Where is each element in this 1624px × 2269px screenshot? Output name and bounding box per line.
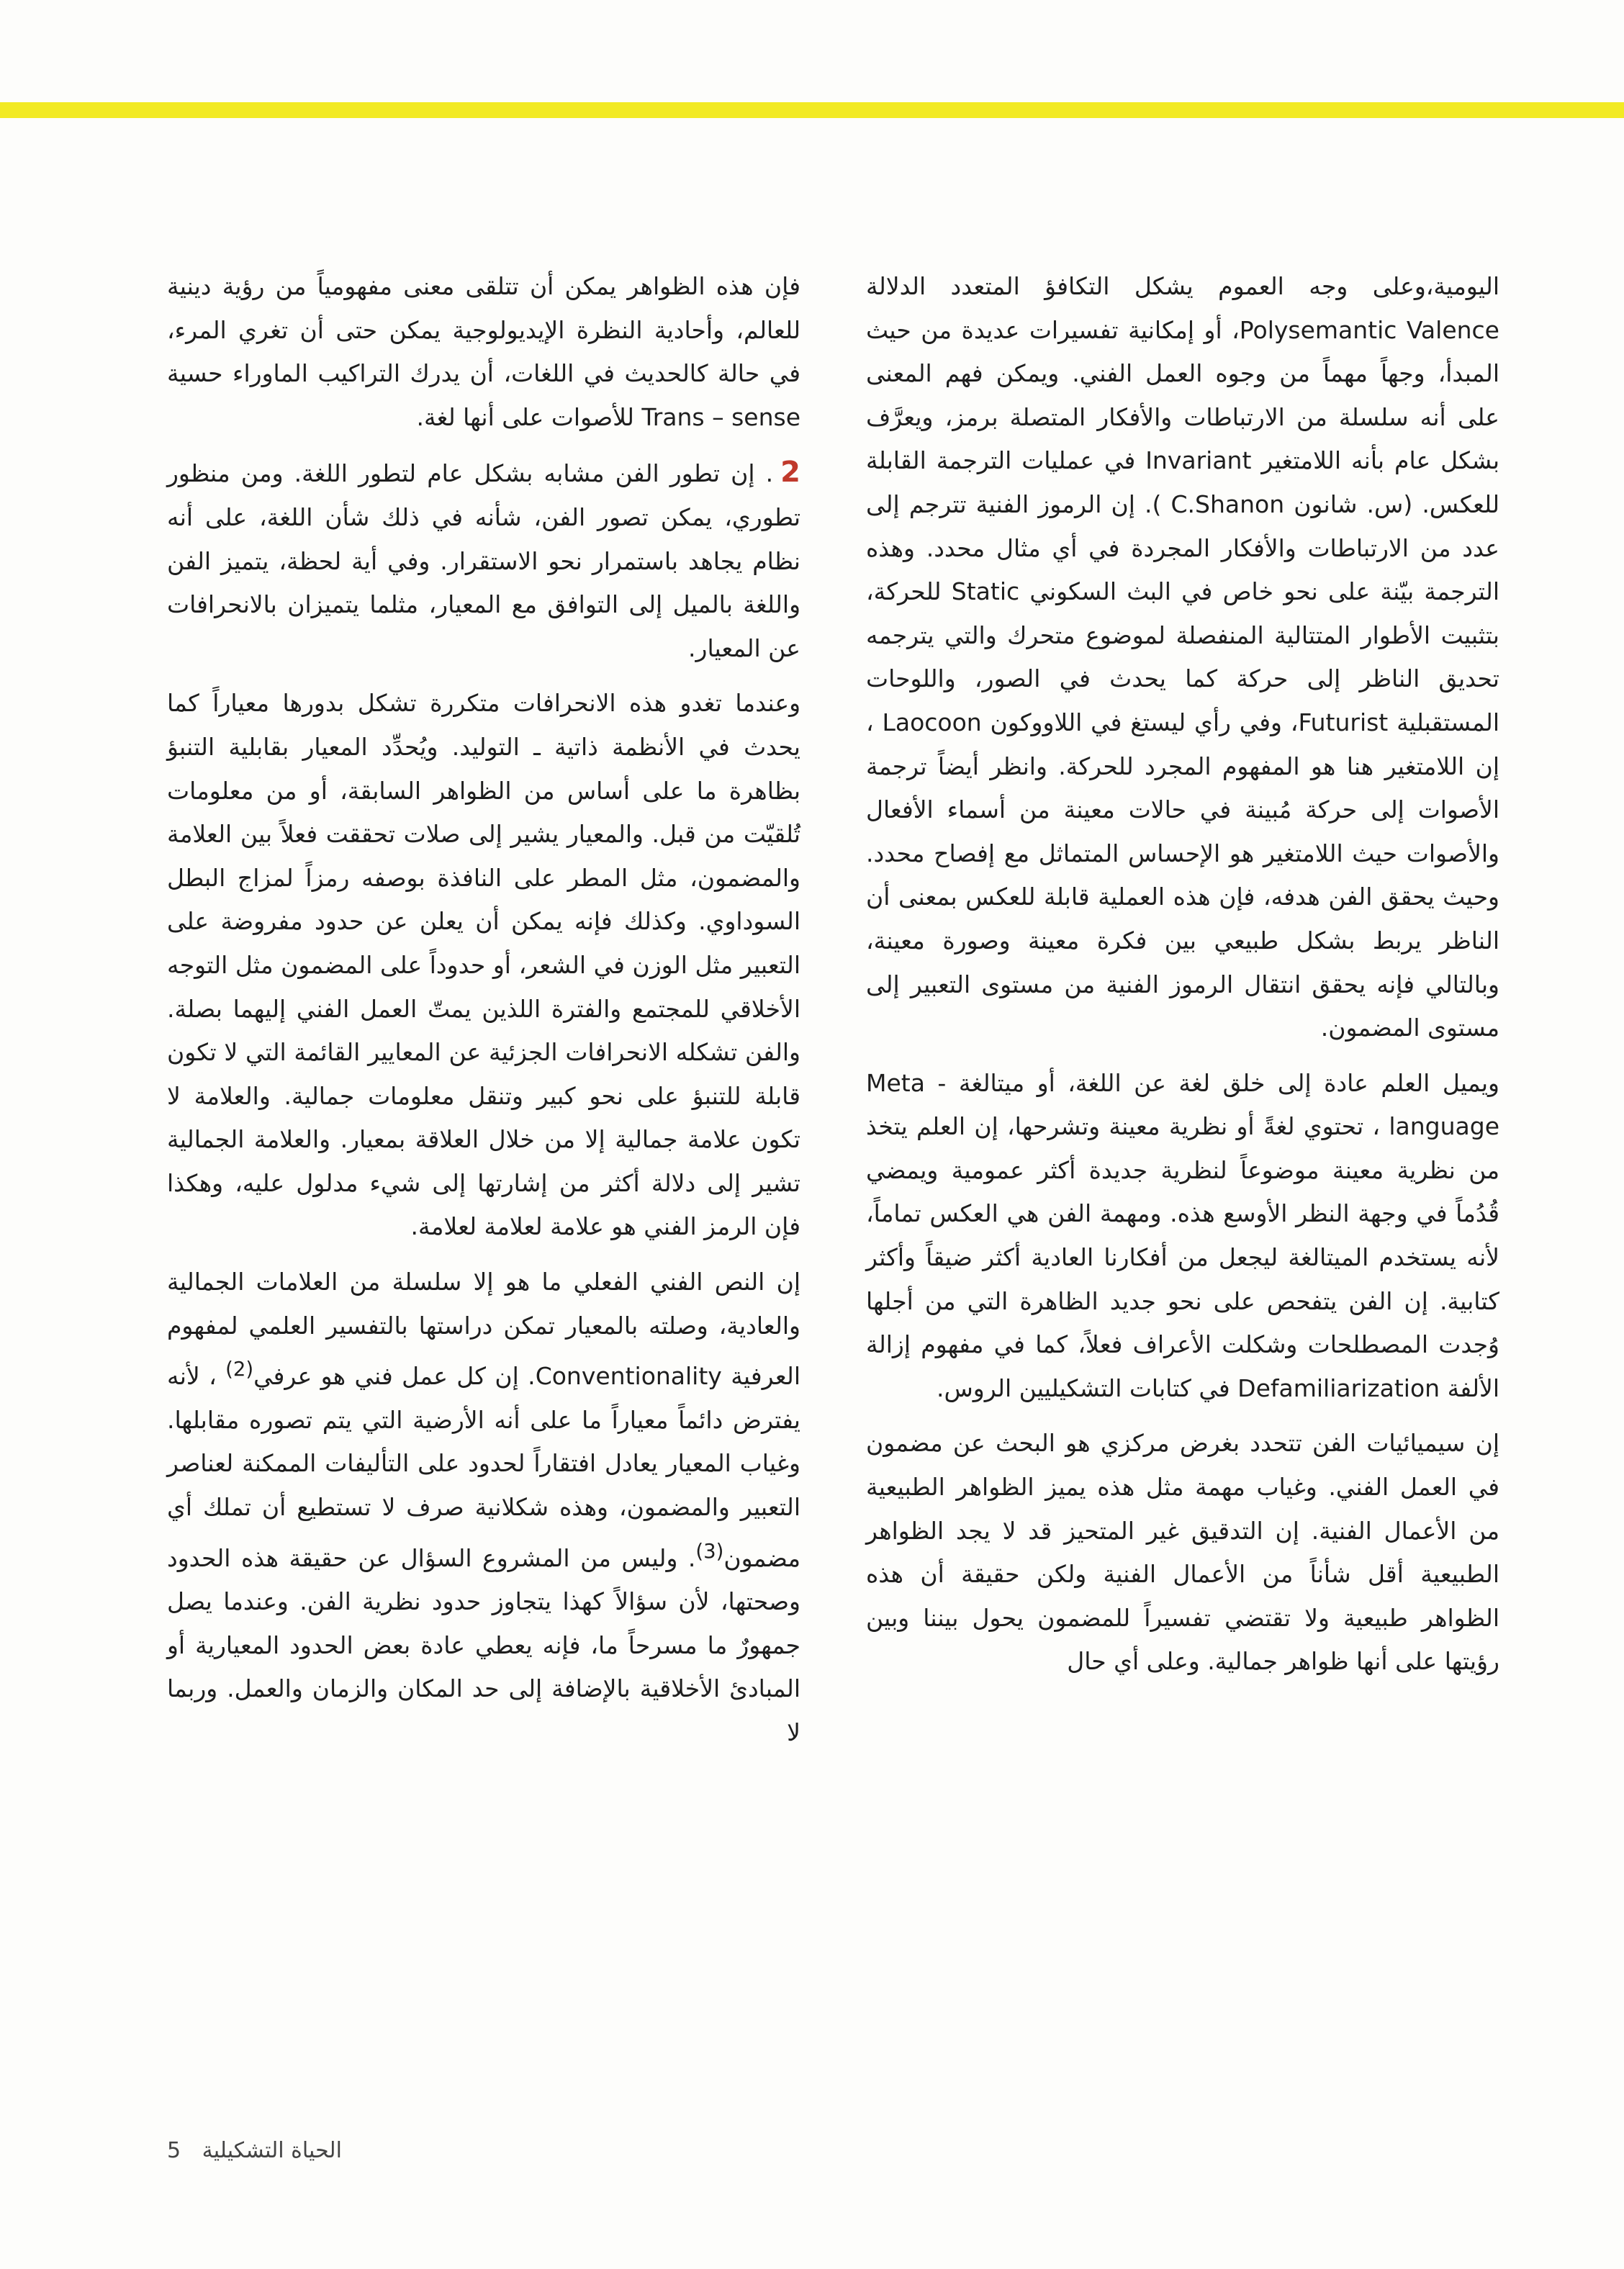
paragraph-text: . وليس من المشروع السؤال عن حقيقة هذه الحدود وصحتها، لأن سؤالاً كهذا يتجاوز حدود نظرية الفن. وعندما يصل جمهورٌ ما مسرحاً ما، فإنه يعطي عادة بعض الحدود المعيارية أو المبادئ الأخلاقية بالإضافة إلى حد المكان والزمان والعمل. وربما لا xyxy=(167,1543,800,1746)
footnote-marker: (2) xyxy=(225,1358,254,1381)
paragraph: ويميل العلم عادة إلى خلق لغة عن اللغة، أو ميتالغة Meta - language ، تحتوي لغةً أو نظرية معينة وتشرحها، إن العلم يتخذ من نظرية معينة موضوعاً لنظرية جديدة أكثر عمومية ويمضي قُدُماً في وجهة النظر الأوسع هذه. ومهمة الفن هي العكس تماماً، لأنه يستخدم الميتالغة ليجعل من أفكارنا العادية أكثر ضيقاً وأكثر كتابية. إن الفن يتفحص على نحو جديد الظاهرة التي من أجلها وُجدت المصطلحات وشكلت الأعراف فعلاً، كما في مفهوم إزالة الألفة Defamiliarization في كتابات التشكيليين الروس. xyxy=(866,1068,1499,1402)
paragraph-text: ، لأنه يفترض دائماً معياراً ما على أنه الأرضية التي يتم تصوره مقابلها. وغياب المعيار يعادل افتقاراً لحدود على التأليفات الممكنة لعناصر التعبير والمضمون، وهذه شكلانية صرف لا تستطيع أن تملك أي مضمون xyxy=(167,1362,800,1572)
paragraph: إن سيميائيات الفن تتحدد بغرض مركزي هو البحث عن مضمون في العمل الفني. وغياب مهمة مثل هذه يميز الظواهر الطبيعية من الأعمال الفنية. إن التدقيق غير المتحيز قد لا يجد الظواهر الطبيعية أقل شأناً من الأعمال الفنية ولكن حقيقة أن هذه الظواهر طبيعية ولا تقتضي تفسيراً للمضمون يحول بيننا وبين رؤيتها على أنها ظواهر جمالية. وعلى أي حال xyxy=(866,1429,1499,1676)
item-text: . إن تطور الفن مشابه بشكل عام لتطور اللغة. ومن منظور تطوري، يمكن تصور الفن، شأنه في ذلك شأن اللغة، على أنه نظام يجاهد باستمرار نحو الاستقرار. وفي أية لحظة، يتميز الفن واللغة بالميل إلى التوافق مع المعيار، مثلما يتميزان بالانحرافات عن المعيار. xyxy=(167,459,800,662)
paragraph: اليومية،وعلى وجه العموم يشكل التكافؤ المتعدد الدلالة Polysemantic Valence، أو إمكانية تفسيرات عديدة من حيث المبدأ، وجهاً مهماً من وجوه العمل الفني. ويمكن فهم المعنى على أنه سلسلة من الارتباطات والأفكار المتصلة برمز، ويعرَّف بشكل عام بأنه اللامتغير Invariant في عمليات الترجمة القابلة للعكس. (س. شانون C.Shanon ). إن الرموز الفنية تترجم إلى عدد من الارتباطات والأفكار المجردة في أي مثال محدد. وهذه الترجمة بيّنة على نحو خاص في البث السكوني Static للحركة، بتثبيت الأطوار المتتالية المنفصلة لموضوع متحرك والتي يترجمه تحديق الناظر إلى حركة كما يحدث في الصور، واللوحات المستقبلية Futurist، وفي رأي ليستغ في اللاووكون Laocoon ، إن اللامتغير هنا هو المفهوم المجرد للحركة. وانظر أيضاً ترجمة الأصوات إلى حركة مُبينة في حالات معينة من أسماء الأفعال والأصوات حيث اللامتغير هو الإحساس المتماثل مع إفصاح محدد. وحيث يحقق الفن هدفه، فإن هذه العملية قابلة للعكس بمعنى أن الناظر يربط بشكل طبيعي بين فكرة معينة وصورة معينة، وبالتالي فإنه يحقق انتقال الرموز الفنية من مستوى التعبير إلى مستوى المضمون. xyxy=(866,272,1500,1042)
footnote-marker: (3) xyxy=(695,1539,724,1563)
paragraph xyxy=(167,1260,800,1755)
item-number: 2 xyxy=(780,456,800,490)
page-footer xyxy=(167,2138,342,2163)
page-number: 5 xyxy=(167,2138,181,2163)
magazine-name: الحياة التشكيلية xyxy=(202,2138,342,2163)
paragraph: فإن هذه الظواهر يمكن أن تتلقى معنى مفهومياً من رؤية دينية للعالم، وأحادية النظرة الإيديولوجية يمكن حتى أن تغري المرء، في حالة كالحديث في اللغات، أن يدرك التراكيب الماوراء حسية Trans – sense للأصوات على أنها لغة. xyxy=(167,272,800,431)
left-text-column xyxy=(167,265,800,1767)
numbered-paragraph xyxy=(167,451,800,670)
right-text-column xyxy=(866,265,1499,1695)
top-yellow-rule xyxy=(0,102,1624,118)
paragraph-text: إن النص الفني الفعلي ما هو إلا سلسلة من العلامات الجمالية والعادية، وصلته بالمعيار تمكن دراستها بالتفسير العلمي لمفهوم العرفية Conventionality. إن كل عمل فني هو عرفي xyxy=(167,1268,800,1391)
paragraph: وعندما تغدو هذه الانحرافات متكررة تشكل بدورها معياراً كما يحدث في الأنظمة ذاتية ـ التوليد. ويُحدِّد المعيار بقابلية التنبؤ بظاهرة ما على أساس من الظواهر السابقة، أو من معلومات تُلقيّت من قبل. والمعيار يشير إلى صلات تحققت فعلاً بين العلامة والمضمون، مثل المطر على النافذة بوصفه رمزاً لمزاج البطل السوداوي. وكذلك فإنه يمكن أن يعلن عن حدود مفروضة على التعبير مثل الوزن في الشعر، أو حدوداً على المضمون مثل التوجه الأخلاقي للمجتمع والفترة اللذين يمتّ العمل الفني إليهما بصلة. والفن تشكله الانحرافات الجزئية عن المعايير القائمة التي لا تكون قابلة للتنبؤ على نحو كبير وتنقل معلومات جمالية. والعلامة لا تكون علامة جمالية إلا من خلال العلاقة بمعيار. والعلامة الجمالية تشير إلى دلالة أكثر من إشارتها إلى شيء مدلول عليه، وهكذا فإن الرمز الفني هو علامة لعلامة لعلامة. xyxy=(167,689,800,1241)
